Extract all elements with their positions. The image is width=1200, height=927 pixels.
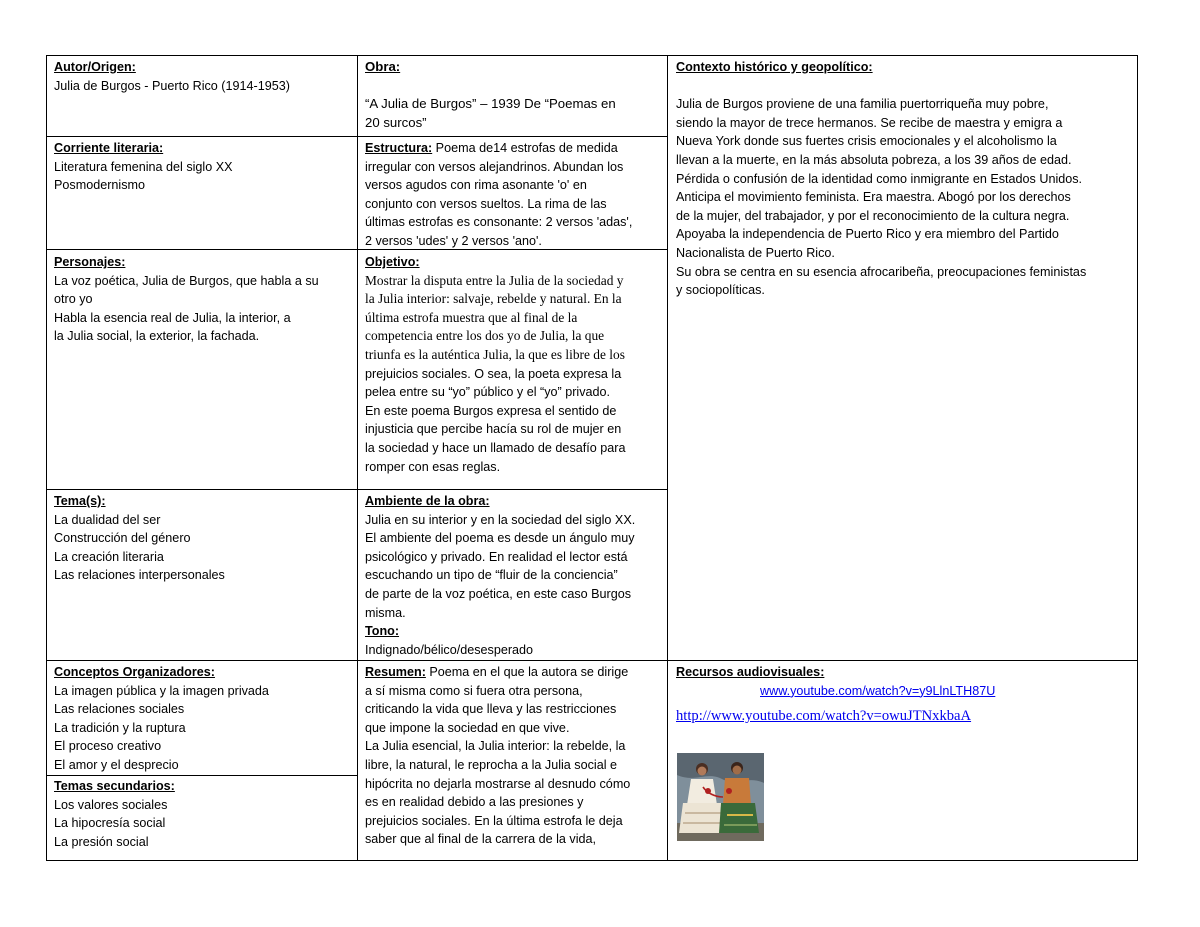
temas-secundarios-cell <box>54 777 352 851</box>
autor-cell <box>54 58 352 95</box>
objetivo-line: la Julia interior: salvaje, rebelde y natural. En la <box>365 291 622 307</box>
personajes-line: La voz poética, Julia de Burgos, que habla a su <box>54 273 319 288</box>
resumen-first-line: Poema en el que la autora se dirige <box>425 665 629 679</box>
row-divider-4 <box>46 660 1138 661</box>
ambiente-heading: Ambiente de la obra: <box>365 494 490 508</box>
contexto-heading: Contexto histórico y geopolítico: <box>676 60 873 74</box>
table-border-bottom <box>46 860 1138 861</box>
temas-line: La dualidad del ser <box>54 512 161 527</box>
temas-secundarios-line: La presión social <box>54 834 149 849</box>
obra-cell <box>365 58 663 132</box>
temas-secundarios-line: Los valores sociales <box>54 797 168 812</box>
ambiente-line: misma. <box>365 605 406 620</box>
table-border-top <box>46 55 1138 56</box>
row-divider-3 <box>46 489 668 490</box>
objetivo-line: triunfa es la auténtica Julia, la que es libre de los <box>365 346 625 362</box>
resumen-cell <box>365 663 663 849</box>
contexto-line: Apoyaba la independencia de Puerto Rico y era miembro del Partido <box>676 227 1059 242</box>
objetivo-line: la sociedad y hace un llamado de desafío para <box>365 440 626 455</box>
conceptos-cell <box>54 663 352 775</box>
ambiente-line: psicológico y privado. En realidad el lector está <box>365 549 628 564</box>
corriente-cell <box>54 139 352 195</box>
objetivo-line: última estrofa muestra que al final de la <box>365 309 578 325</box>
painting-two-women-icon <box>677 753 764 841</box>
obra-heading: Obra: <box>365 59 401 74</box>
estructura-line: conjunto con versos sueltos. La rima de las <box>365 196 607 211</box>
temas-line: Construcción del género <box>54 531 191 546</box>
table-border-left <box>46 55 47 861</box>
contexto-cell <box>676 58 1132 300</box>
objetivo-line: injusticia que percibe hacía su rol de mujer en <box>365 422 622 437</box>
estructura-line: versos agudos con rima asonante 'o' en <box>365 178 587 193</box>
youtube-link-2[interactable]: http://www.youtube.com/watch?v=owuJTNxkbaA <box>676 708 972 725</box>
ambiente-line: Julia en su interior y en la sociedad del siglo XX. <box>365 512 636 527</box>
contexto-line: Julia de Burgos proviene de una familia puertorriqueña muy pobre, <box>676 97 1049 112</box>
resumen-line: saber que al final de la carrera de la vida, <box>365 832 597 847</box>
estructura-line: 2 versos 'udes' y 2 versos 'ano'. <box>365 233 542 248</box>
conceptos-line: La tradición y la ruptura <box>54 720 186 735</box>
contexto-line: Anticipa el movimiento feminista. Era maestra. Abogó por los derechos <box>676 190 1071 205</box>
resumen-line: que impone la sociedad en que vive. <box>365 720 570 735</box>
autor-heading: Autor/Origen: <box>54 60 136 74</box>
contexto-line: Su obra se centra en su esencia afrocaribeña, preocupaciones feministas <box>676 264 1087 279</box>
objetivo-line: prejuicios sociales. O sea, la poeta expresa la <box>365 366 622 381</box>
objetivo-line: Mostrar la disputa entre la Julia de la sociedad y <box>365 272 624 288</box>
youtube-link-1[interactable]: www.youtube.com/watch?v=y9LlnLTH87U <box>760 683 996 698</box>
conceptos-line: El amor y el desprecio <box>54 757 179 772</box>
objetivo-cell <box>365 253 663 476</box>
temas-secundarios-heading: Temas secundarios: <box>54 779 175 793</box>
column-divider-1 <box>357 55 358 861</box>
tono-value: Indignado/bélico/desesperado <box>365 642 534 657</box>
temas-secundarios-line: La hipocresía social <box>54 816 166 831</box>
resumen-heading: Resumen: <box>365 665 426 679</box>
tono-heading: Tono: <box>365 624 400 639</box>
resumen-line: es en realidad debido a las presiones y <box>365 795 584 810</box>
conceptos-line: El proceso creativo <box>54 739 162 754</box>
corriente-line: Literatura femenina del siglo XX <box>54 159 233 174</box>
estructura-line: últimas estrofas es consonante: 2 versos 'adas', <box>365 215 633 230</box>
personajes-heading: Personajes: <box>54 255 126 269</box>
temas-line: Las relaciones interpersonales <box>54 568 225 583</box>
resumen-line: a sí misma como si fuera otra persona, <box>365 683 583 698</box>
objetivo-line: pelea entre su “yo” público y el “yo” privado. <box>365 385 611 400</box>
temas-line: La creación literaria <box>54 549 164 564</box>
contexto-line: llevan a la muerte, en la más absoluta pobreza, a los 39 años de edad. <box>676 152 1072 167</box>
estructura-heading: Estructura: <box>365 141 433 155</box>
recursos-heading: Recursos audiovisuales: <box>676 665 825 679</box>
personajes-line: la Julia social, la exterior, la fachada. <box>54 329 260 344</box>
row-divider-1 <box>46 136 668 137</box>
obra-line: “A Julia de Burgos” – 1939 De “Poemas en <box>365 96 616 112</box>
table-border-right <box>1137 55 1138 861</box>
contexto-line: Pérdida o confusión de la identidad como inmigrante en Estados Unidos. <box>676 171 1083 186</box>
autor-line: Julia de Burgos - Puerto Rico (1914-1953) <box>54 78 290 93</box>
personajes-line: Habla la esencia real de Julia, la interior, a <box>54 310 291 325</box>
resumen-line: La Julia esencial, la Julia interior: la rebelde, la <box>365 739 626 754</box>
temas-cell <box>54 492 352 585</box>
objetivo-line: En este poema Burgos expresa el sentido de <box>365 403 617 418</box>
resumen-line: hipócrita no dejarla mostrarse al desnudo cómo <box>365 776 631 791</box>
contexto-line: Nacionalista de Puerto Rico. <box>676 245 835 260</box>
ambiente-line: escuchando un tipo de “fluir de la conciencia” <box>365 568 618 583</box>
recursos-cell <box>676 663 1132 726</box>
conceptos-line: Las relaciones sociales <box>54 702 185 717</box>
estructura-line: irregular con versos alejandrinos. Abundan los <box>365 159 624 174</box>
contexto-line: y sociopolíticas. <box>676 283 765 298</box>
personajes-line: otro yo <box>54 292 93 307</box>
ambiente-line: de parte de la voz poética, en este caso Burgos <box>365 586 632 601</box>
objetivo-line: romper con esas reglas. <box>365 459 501 474</box>
contexto-line: Nueva York donde sus fuertes crisis emocionales y el alcoholismo la <box>676 134 1057 149</box>
estructura-first-line: Poema de14 estrofas de medida <box>432 141 618 155</box>
conceptos-line: La imagen pública y la imagen privada <box>54 683 269 698</box>
objetivo-line: competencia entre los dos yo de Julia, la que <box>365 328 605 344</box>
column-divider-2 <box>667 55 668 861</box>
temas-heading: Tema(s): <box>54 494 106 508</box>
estructura-cell <box>365 139 663 251</box>
obra-line: 20 surcos” <box>365 114 427 130</box>
resumen-line: prejuicios sociales. En la última estrofa le deja <box>365 813 623 828</box>
contexto-line: siendo la mayor de trece hermanos. Se recibe de maestra y emigra a <box>676 115 1063 130</box>
ambiente-line: El ambiente del poema es desde un ángulo muy <box>365 531 635 546</box>
row-divider-inner <box>46 775 357 776</box>
resumen-line: libre, la natural, le reprocha a la Julia social e <box>365 757 618 772</box>
conceptos-heading: Conceptos Organizadores: <box>54 665 215 679</box>
corriente-heading: Corriente literaria: <box>54 141 164 155</box>
resumen-line: criticando la vida que lleva y las restricciones <box>365 702 617 717</box>
personajes-cell <box>54 253 352 346</box>
corriente-line: Posmodernismo <box>54 178 145 193</box>
ambiente-cell <box>365 492 663 659</box>
objetivo-heading: Objetivo: <box>365 255 420 269</box>
contexto-line: de la mujer, del trabajador, y por el reconocimiento de la cultura negra. <box>676 208 1070 223</box>
